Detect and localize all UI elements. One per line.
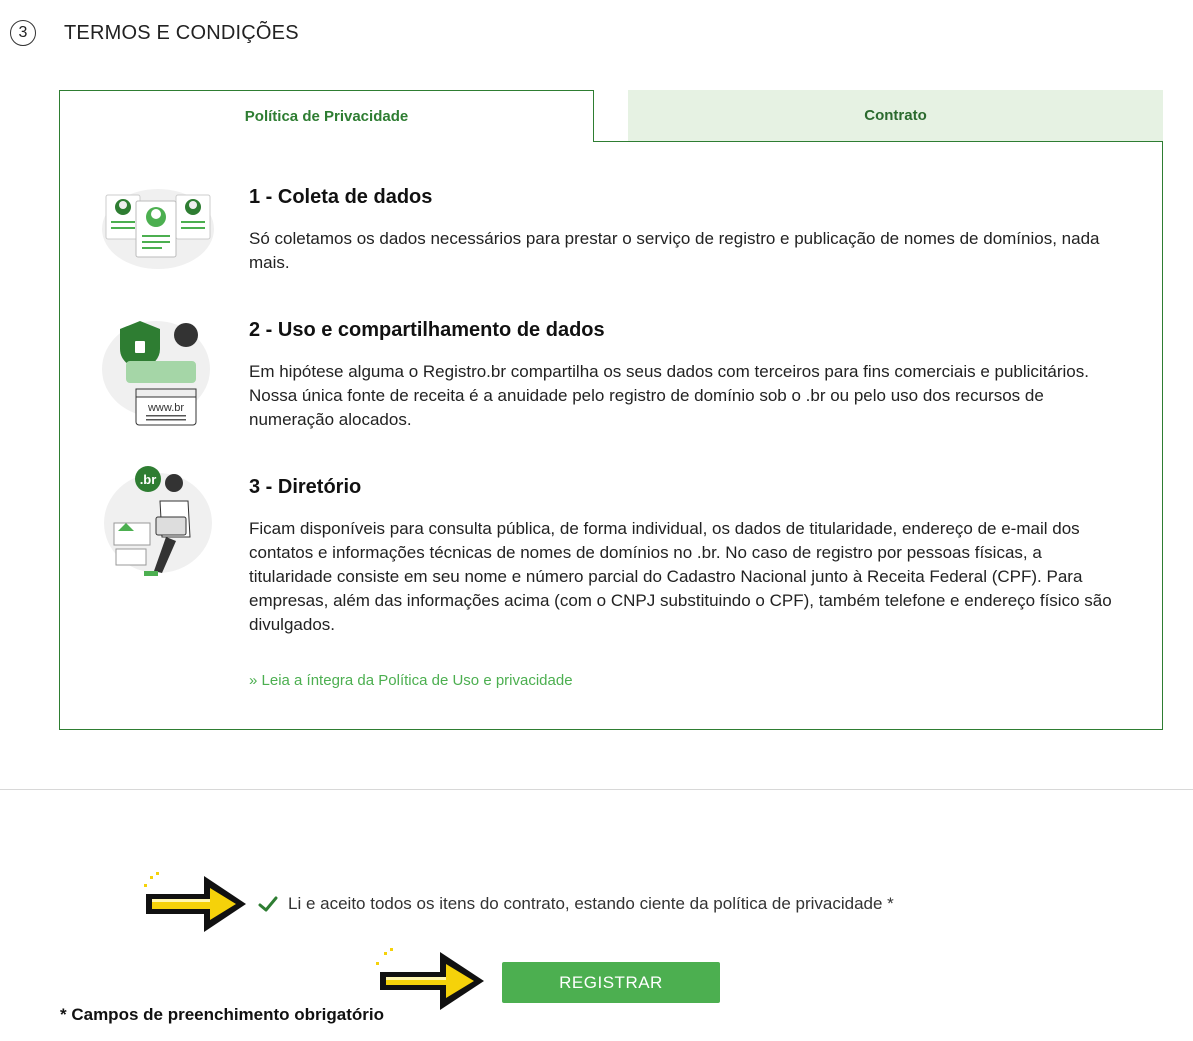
- section-text: Só coletamos os dados necessários para prestar o serviço de registro e publicação de nomes de domínios, nada mais.: [249, 229, 1100, 272]
- tab-contract[interactable]: [628, 90, 1163, 141]
- required-fields-note: * Campos de preenchimento obrigatório: [60, 1005, 384, 1024]
- section-title: 3 - Diretório: [249, 476, 362, 498]
- section-directory: [249, 476, 1129, 637]
- section-data-collection: [249, 186, 1129, 275]
- tab-label: Contrato: [864, 107, 927, 124]
- section-text: Ficam disponíveis para consulta pública, de forma individual, os dados de titularidade, endereço de e-mail dos contatos e informações técnicas de nomes de domínios no .br. No caso de registro por pessoas físicas, a titularidade consiste em seu nome e número parcial do Cadastro Nacional junto à Receita Federal (CPF). Para empresas, além das informações acima (com o CNPJ substituindo o CPF), também telefone e endereço físico são divulgados.: [249, 519, 1112, 634]
- step-number: 3: [10, 20, 36, 46]
- pointer-arrow-icon: [372, 948, 490, 1014]
- tab-privacy-policy[interactable]: [59, 90, 594, 142]
- register-button[interactable]: REGISTRAR: [502, 962, 720, 1003]
- tab-label: Política de Privacidade: [244, 108, 409, 125]
- step-header: [10, 20, 299, 46]
- profile-documents-icon: [96, 181, 216, 271]
- section-data-usage-sharing: [249, 319, 1129, 432]
- pointer-arrow-icon: [140, 872, 252, 936]
- section-title: 1 - Coleta de dados: [249, 186, 433, 208]
- read-full-policy-link[interactable]: » Leia a íntegra da Política de Uso e privacidade: [249, 672, 573, 689]
- shield-lock-icon: [96, 311, 216, 431]
- section-title: 2 - Uso e compartilhamento de dados: [249, 319, 605, 341]
- checkmark-icon[interactable]: [256, 892, 280, 916]
- terms-box: [59, 90, 1163, 730]
- directory-person-icon: [96, 461, 216, 581]
- step-title: TERMOS E CONDIÇÕES: [64, 21, 299, 44]
- privacy-panel: [59, 141, 1163, 730]
- icon-text: .br: [139, 472, 157, 487]
- accept-terms-row: [140, 872, 894, 936]
- section-divider: [0, 789, 1193, 790]
- icon-text: www.br: [147, 402, 185, 414]
- accept-terms-label[interactable]: Li e aceito todos os itens do contrato, estando ciente da política de privacidade *: [288, 894, 894, 913]
- section-text: Em hipótese alguma o Registro.br compartilha os seus dados com terceiros para fins comerciais e publicitários. Nossa única fonte de receita é a anuidade pelo registro de domínio sob o .br ou pelo uso dos recursos de numeração alocados.: [249, 362, 1089, 429]
